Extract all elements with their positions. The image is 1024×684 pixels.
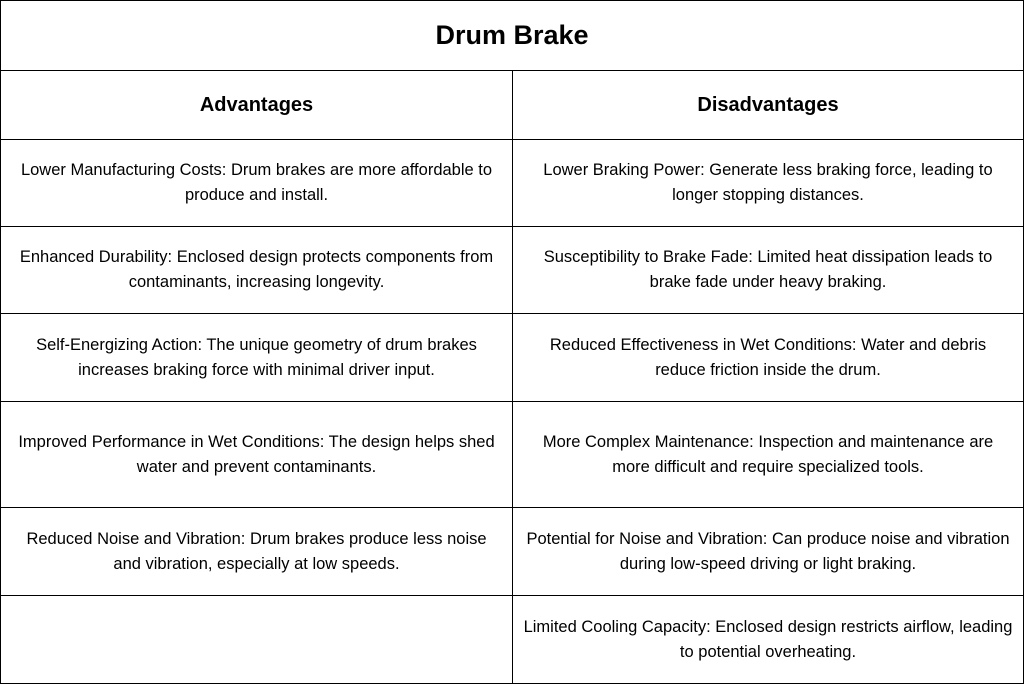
- table-title: Drum Brake: [1, 1, 1024, 71]
- advantage-cell: Improved Performance in Wet Conditions: The design helps shed water and prevent contaminants.: [1, 402, 513, 508]
- advantage-cell: Lower Manufacturing Costs: Drum brakes are more affordable to produce and install.: [1, 140, 513, 227]
- disadvantages-header: Disadvantages: [513, 71, 1024, 140]
- table-row: [1, 227, 1024, 314]
- disadvantage-cell: Limited Cooling Capacity: Enclosed design restricts airflow, leading to potential overheating.: [513, 596, 1024, 684]
- disadvantage-cell: Lower Braking Power: Generate less braking force, leading to longer stopping distances.: [513, 140, 1024, 227]
- table-row: [1, 508, 1024, 596]
- advantage-cell-empty: [1, 596, 513, 684]
- advantage-cell: Enhanced Durability: Enclosed design protects components from contaminants, increasing longevity.: [1, 227, 513, 314]
- disadvantage-cell: More Complex Maintenance: Inspection and maintenance are more difficult and require specialized tools.: [513, 402, 1024, 508]
- advantage-cell: Self-Energizing Action: The unique geometry of drum brakes increases braking force with minimal driver input.: [1, 314, 513, 402]
- advantages-header: Advantages: [1, 71, 513, 140]
- table-row: [1, 140, 1024, 227]
- table-row: [1, 596, 1024, 684]
- disadvantage-cell: Potential for Noise and Vibration: Can produce noise and vibration during low-speed driving or light braking.: [513, 508, 1024, 596]
- disadvantage-cell: Reduced Effectiveness in Wet Conditions: Water and debris reduce friction inside the drum.: [513, 314, 1024, 402]
- advantage-cell: Reduced Noise and Vibration: Drum brakes produce less noise and vibration, especially at low speeds.: [1, 508, 513, 596]
- table-row: [1, 402, 1024, 508]
- table-row: [1, 314, 1024, 402]
- disadvantage-cell: Susceptibility to Brake Fade: Limited heat dissipation leads to brake fade under heavy braking.: [513, 227, 1024, 314]
